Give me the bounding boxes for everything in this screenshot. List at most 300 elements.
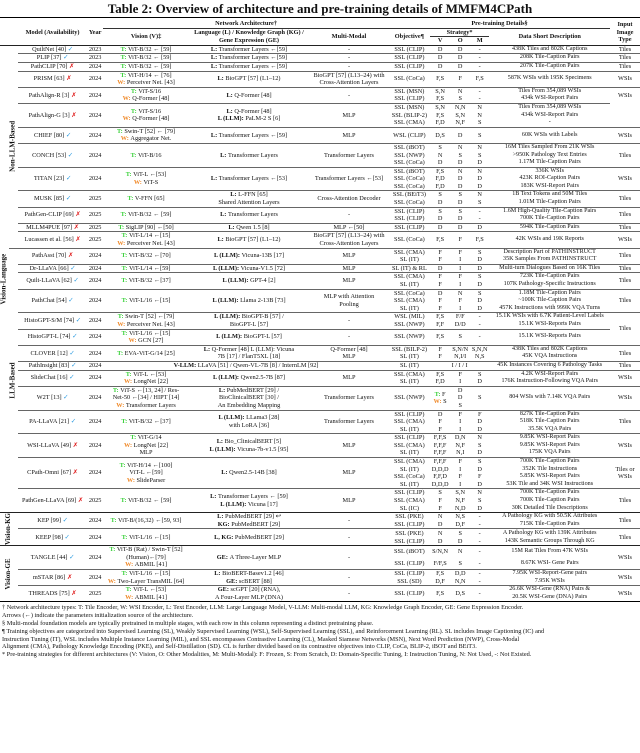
strategy-m — [470, 513, 489, 521]
data-description: 45K Instances Covering 6 Pathology Tasks — [489, 361, 610, 370]
tile-encoder-tag: T: — [109, 546, 117, 554]
model-name — [18, 87, 87, 103]
cell-line — [431, 391, 450, 399]
strategy-m — [470, 313, 489, 321]
input-image-type — [610, 127, 640, 143]
cell-line: - — [478, 320, 481, 328]
data-description — [489, 87, 610, 95]
cell-line: N,F — [455, 497, 465, 505]
table-row — [0, 248, 640, 256]
strategy-v — [430, 45, 451, 54]
module-type-tag: L: — [210, 62, 219, 70]
strategy-v — [430, 215, 451, 223]
strategy-v — [430, 329, 451, 345]
cell-line: S,N — [435, 87, 445, 95]
language-line — [190, 152, 308, 160]
model-name-text: MUSK [85] — [34, 195, 65, 203]
cell-line: F — [438, 297, 442, 305]
cell-line: D — [437, 537, 443, 545]
cell-line: 7.95K WSIs — [534, 577, 565, 584]
language-line — [190, 554, 308, 562]
model-name — [18, 264, 87, 273]
strategy-m — [470, 442, 489, 450]
cross-icon: ✗ — [71, 590, 77, 598]
cell-line: A Pathology KG with 50.5K Attributes — [502, 513, 598, 520]
vision-encoder — [103, 489, 189, 513]
vision-text: ViT-B/32 ← [59] — [128, 211, 172, 219]
header-o: O — [457, 37, 463, 45]
cell-line: F — [438, 425, 442, 433]
cell-line: D — [457, 215, 463, 223]
strategy-o — [450, 289, 470, 297]
cell-line: D — [477, 378, 482, 386]
strategy-o — [450, 489, 470, 497]
language-encoder — [189, 370, 309, 386]
tile-encoder-tag: T: — [121, 277, 129, 285]
cell-line: 700K Tile-Caption Pairs — [519, 497, 580, 504]
strategy-m — [470, 215, 489, 223]
header-model: Model (Availability) — [25, 28, 80, 36]
cell-line: - — [478, 87, 481, 95]
year: 2024 — [87, 143, 103, 167]
strategy-m — [470, 426, 489, 434]
language-encoder — [189, 87, 309, 103]
strategy-m — [470, 297, 489, 305]
strategy-v — [430, 481, 451, 489]
module-type-tag: L: — [220, 151, 228, 159]
cell-line: S,N — [455, 489, 465, 497]
cell-line: F,S — [436, 95, 445, 103]
cell-line: 15.1K WSIs with 6.7K Patient-Level Labels — [495, 313, 604, 320]
input-type-text: Tiles — [618, 418, 632, 426]
vision-encoder — [103, 513, 189, 529]
multimodal-module — [309, 513, 389, 529]
year: 2025 — [87, 489, 103, 513]
input-image-type — [610, 345, 640, 361]
year: 2024 — [87, 410, 103, 434]
input-image-type — [610, 386, 640, 410]
multimodal-module — [309, 264, 389, 273]
cell-line: 438K Tiles and 802K Captions — [511, 345, 588, 352]
multimodal-module — [309, 586, 389, 602]
language-encoder — [189, 207, 309, 223]
language-encoder — [189, 264, 309, 273]
input-type-text: WSIs — [618, 175, 632, 183]
vision-text: ViT-S — [143, 179, 159, 187]
year: 2024 — [87, 273, 103, 289]
subgroup-label: Non-LLM-Based — [9, 45, 18, 248]
strategy-o — [450, 558, 470, 570]
cell-line: 53K Tile and 34K WSI Instructions — [506, 480, 594, 487]
strategy-m — [470, 54, 489, 63]
objective: SSL (CLIP) — [389, 570, 430, 578]
model-name-text: mSTAR [86] — [32, 573, 66, 581]
strategy-m — [470, 71, 489, 87]
cell-line: F/F — [455, 313, 465, 321]
vision-line — [104, 195, 188, 203]
model-name — [18, 62, 87, 71]
cell-line: F,S — [436, 75, 445, 83]
model-name — [18, 370, 87, 386]
vision-encoder — [103, 458, 189, 489]
strategy-m — [470, 112, 489, 120]
multimodal-module — [309, 62, 389, 71]
cell-line: D,D — [454, 570, 466, 578]
model-name — [18, 167, 87, 191]
data-description — [489, 297, 610, 305]
input-image-type — [610, 361, 640, 370]
cell-line: 60K WSIs with Labels — [521, 131, 578, 138]
strategy-o — [450, 313, 470, 321]
strategy-v — [430, 289, 451, 297]
multimodal-line: MLP — [342, 111, 356, 119]
objective: SSL (CLIP) — [389, 54, 430, 63]
language-encoder — [189, 586, 309, 602]
language-text: BioGPT-B [57] / — [241, 313, 284, 321]
language-line — [190, 469, 308, 477]
module-type-tag: L: — [217, 236, 226, 244]
wsi-encoder-tag: W: — [126, 477, 137, 485]
strategy-m — [470, 305, 489, 313]
strategy-v — [430, 353, 451, 361]
strategy-o — [450, 191, 470, 199]
cell-line: F,F,D — [433, 473, 447, 481]
model-name-text: W2T [13] — [36, 394, 62, 402]
language-text: A Three-Layer MLP — [229, 553, 282, 561]
data-description — [489, 54, 610, 63]
year: 2023 — [88, 45, 102, 53]
year: 2024 — [87, 513, 103, 529]
cell-line: 827K Tile-Caption Pairs — [519, 410, 580, 417]
module-type-tag: L (LLM): — [212, 297, 241, 305]
input-image-type — [610, 167, 640, 191]
multimodal-line: MLP — [342, 264, 356, 272]
vision-line — [104, 418, 188, 426]
wsi-encoder-tag: W: — [120, 135, 131, 143]
language-line — [190, 132, 308, 140]
table-row — [0, 289, 640, 297]
data-description — [489, 159, 610, 167]
model-name-text: THREADS [75] — [28, 590, 70, 598]
data-description — [489, 313, 610, 321]
objective: SSL (CoCa) — [394, 199, 425, 207]
wsi-encoder-tag: W: — [124, 378, 134, 386]
model-name-text: Lucassen et al. [56] — [24, 236, 74, 244]
objective: SL (IT) & RL — [389, 264, 430, 273]
language-text: Bio_ClinicalBERT [5] — [224, 438, 282, 446]
data-description — [489, 570, 610, 578]
strategy-o — [450, 353, 470, 361]
data-description — [489, 418, 610, 426]
strategy-v — [430, 410, 451, 418]
strategy-m — [470, 546, 489, 558]
cell-line: N — [437, 151, 443, 159]
multimodal-module — [309, 191, 389, 207]
wsi-encoder-tag: W: — [107, 577, 118, 585]
language-line — [190, 191, 308, 199]
wsi-encoder-tag: W: — [124, 441, 134, 449]
check-icon: ✓ — [64, 533, 70, 541]
vision-text: ViT-L/16 ←[15] — [128, 533, 171, 541]
cell-line: F,D — [435, 119, 445, 127]
vision-text: SigLIP [90] ←[50] — [125, 223, 174, 231]
cell-line: S,N,N — [471, 345, 488, 353]
cell-line: N — [437, 513, 443, 521]
input-image-type — [610, 143, 640, 167]
objective: SSL (CMA) — [389, 273, 430, 281]
cell-line: D — [477, 425, 482, 433]
cell-line: F,S — [475, 236, 484, 244]
vision-text: Q-Former [48] — [132, 95, 170, 103]
strategy-m — [470, 321, 489, 329]
model-name — [18, 570, 87, 586]
language-line — [190, 199, 308, 207]
cell-line: S — [458, 559, 462, 567]
vllm-text: LLaVA [51] / Qwen-VL-7B [8] / InternLM [92] — [197, 361, 319, 369]
language-encoder — [189, 223, 309, 232]
check-icon: ✓ — [73, 277, 79, 285]
cell-line: 700K Tile-Caption Pairs — [519, 489, 580, 496]
cell-line: D — [457, 386, 463, 394]
vision-line — [104, 534, 188, 542]
language-text: BioGPT [57] (L1–12) — [225, 75, 281, 83]
year: 2025 — [87, 191, 103, 207]
cell-line: D/D — [454, 320, 466, 328]
language-encoder — [189, 167, 309, 191]
vision-line — [104, 265, 188, 273]
vision-line — [104, 497, 188, 505]
strategy-o — [450, 112, 470, 120]
strategy-o — [450, 281, 470, 289]
cell-line: F — [458, 370, 462, 378]
vision-text: ViT-B/32 ← [59] — [128, 54, 172, 62]
strategy-v — [430, 199, 451, 207]
objective: SSL (MSN) — [389, 87, 430, 95]
model-name-text: PathAlign-R [3] — [28, 91, 70, 99]
objective: SSL (CMA) — [394, 418, 425, 426]
cell-line: F,S — [436, 236, 445, 244]
tile-encoder-tag: T: — [120, 62, 129, 70]
table-row — [0, 71, 640, 87]
table-row — [0, 434, 640, 442]
tile-encoder-tag: T: — [121, 232, 129, 240]
multimodal-line: Cross-Attention Layers — [319, 79, 379, 87]
strategy-m — [470, 353, 489, 361]
data-description — [489, 353, 610, 361]
model-name-text: CHIEF [80] — [34, 131, 65, 139]
vision-encoder — [103, 191, 189, 207]
strategy-m — [470, 152, 489, 160]
table-row — [0, 570, 640, 578]
vision-line — [104, 371, 188, 379]
model-name-text: Dr-LLaVA [66] — [29, 264, 69, 272]
input-image-type — [610, 370, 640, 386]
vision-encoder — [103, 248, 189, 264]
vision-line — [104, 554, 188, 562]
strategy-m — [470, 529, 489, 538]
data-description — [489, 538, 610, 546]
cell-line: D — [437, 223, 443, 231]
cell-line: 30K Detailed Tile Descriptions — [511, 504, 588, 511]
language-text: Transformer Layers — [227, 151, 278, 159]
vision-encoder — [103, 167, 189, 191]
strategy-o — [450, 207, 470, 215]
check-icon: ✓ — [70, 264, 76, 272]
check-icon: ✓ — [65, 175, 72, 183]
multimodal-line: MLP ←[50] — [333, 223, 365, 231]
table-row — [0, 143, 640, 151]
tile-encoder-tag: T: — [118, 223, 126, 231]
model-name — [18, 143, 87, 167]
vision-text: ViT-S/16 — [138, 87, 162, 95]
model-name — [18, 386, 87, 410]
vision-encoder — [103, 313, 189, 329]
cell-line: N,F — [455, 119, 465, 127]
input-image-type — [610, 410, 640, 434]
vision-line — [104, 152, 188, 160]
multimodal-line: MLP — [342, 469, 356, 477]
input-type-text: WSIs — [618, 131, 632, 139]
input-type-text: Tiles — [618, 211, 632, 219]
language-encoder — [189, 248, 309, 264]
strategy-o — [450, 505, 470, 513]
cell-line: - — [478, 548, 481, 556]
cell-line: F — [438, 497, 442, 505]
language-encoder — [189, 345, 309, 361]
check-icon: ✓ — [68, 297, 74, 305]
tile-encoder-tag: T: — [121, 252, 129, 260]
input-image-type — [610, 62, 640, 71]
strategy-o — [450, 578, 470, 586]
module-type-tag: L (LLM): — [222, 277, 251, 285]
language-line — [190, 570, 308, 578]
header-multimodal: Multi-Modal — [331, 32, 367, 40]
data-description — [489, 586, 610, 602]
multimodal-line: MLP — [342, 441, 356, 449]
table-row — [0, 103, 640, 111]
objective: WSL (MIL) — [389, 313, 430, 321]
multimodal-module — [309, 289, 389, 313]
input-image-type — [610, 489, 640, 513]
multimodal-line: Pooling — [339, 300, 359, 308]
tile-encoder-tag: T: — [125, 586, 134, 594]
vision-line — [104, 179, 188, 187]
strategy-m — [470, 521, 489, 529]
strategy-v — [430, 370, 451, 378]
wsi-encoder-tag: W: — [128, 337, 139, 345]
data-description — [489, 466, 610, 474]
input-type-text: Tiles — [618, 54, 632, 62]
module-type-tag: L (LLM): — [209, 445, 238, 453]
strategy-o — [450, 458, 470, 466]
input-type-text: Tiles — [618, 533, 632, 541]
input-type-text: Tiles — [618, 325, 632, 333]
data-description — [489, 370, 610, 378]
language-text: Shared Attention Layers — [218, 199, 280, 207]
check-icon: ✓ — [71, 361, 77, 369]
cell-line: S — [477, 394, 482, 402]
language-line — [190, 578, 308, 586]
objective: SSL (CoCa) — [389, 289, 430, 297]
strategy-m — [470, 273, 489, 281]
language-text: scBERT [88] — [238, 577, 272, 585]
cell-line: 1.6M High-Quality Tile-Caption Pairs — [503, 207, 597, 214]
language-encoder — [189, 513, 309, 529]
data-description — [489, 45, 610, 54]
data-description — [489, 458, 610, 466]
strategy-m — [470, 119, 489, 127]
cell-line: S — [477, 370, 482, 378]
multimodal-line: - — [347, 62, 351, 70]
cell-line: S — [477, 497, 482, 505]
check-icon: ✓ — [72, 333, 78, 341]
strategy-o — [450, 466, 470, 474]
cell-line: D — [477, 465, 482, 473]
vision-text: GCN [27] — [138, 337, 164, 345]
language-text: Transformer Layers ← [59] — [217, 493, 288, 501]
language-text: Q-Former [48] L (LLM): Vicuna — [211, 345, 295, 353]
table-row — [0, 386, 640, 410]
model-name — [18, 546, 87, 570]
wsi-encoder-tag: W: — [125, 593, 135, 601]
vision-line — [104, 224, 188, 232]
cell-line: D — [437, 289, 443, 297]
table-row — [0, 489, 640, 497]
cell-line: - — [478, 333, 481, 341]
model-name-text: PLIP [37] — [36, 54, 62, 62]
year: 2024 — [87, 127, 103, 143]
cell-line: 1.01M Tile-Caption Pairs — [518, 199, 581, 206]
language-line — [190, 108, 308, 116]
cell-line: D — [477, 480, 482, 488]
cell-line: F — [458, 75, 462, 83]
cell-line: N,I/I — [454, 353, 467, 361]
objective: SSL (CLIP) — [394, 215, 425, 223]
cell-line: 143K Semantic Groups Through KG — [504, 537, 595, 544]
vision-line — [104, 252, 188, 260]
language-text: BioGPT-L [57] — [243, 333, 282, 341]
cell-line: 207K Tile-Caption Pairs — [519, 62, 580, 69]
data-description — [489, 473, 610, 481]
strategy-v — [430, 473, 451, 481]
data-description — [489, 71, 610, 87]
language-encoder — [189, 191, 309, 207]
strategy-m — [470, 538, 489, 546]
cell-line: I — [459, 480, 462, 488]
multimodal-line: MLP — [342, 252, 356, 260]
multimodal-line: - — [347, 553, 351, 561]
objective: SSL (CMA) — [394, 441, 425, 449]
cell-line: S — [458, 333, 462, 341]
strategy-v — [430, 54, 451, 63]
tile-encoder-tag: T: — [121, 264, 129, 272]
strategy-o — [450, 248, 470, 256]
vision-text: LongNet [22] — [133, 441, 169, 449]
strategy-m — [470, 434, 489, 442]
strategy-v — [430, 207, 451, 215]
module-type-tag: L: — [210, 493, 218, 501]
strategy-v — [430, 426, 451, 434]
data-description — [489, 386, 610, 410]
cell-line: N — [477, 167, 482, 175]
language-text: A Four-Layer MLP (DNA) — [214, 593, 284, 601]
vision-line — [104, 135, 188, 143]
vision-line — [104, 277, 188, 285]
cell-line: D — [437, 264, 443, 272]
multimodal-line: Cross-Attention Decoder — [317, 195, 381, 203]
multimodal-line: - — [347, 54, 351, 62]
multimodal-line: - — [347, 533, 351, 541]
